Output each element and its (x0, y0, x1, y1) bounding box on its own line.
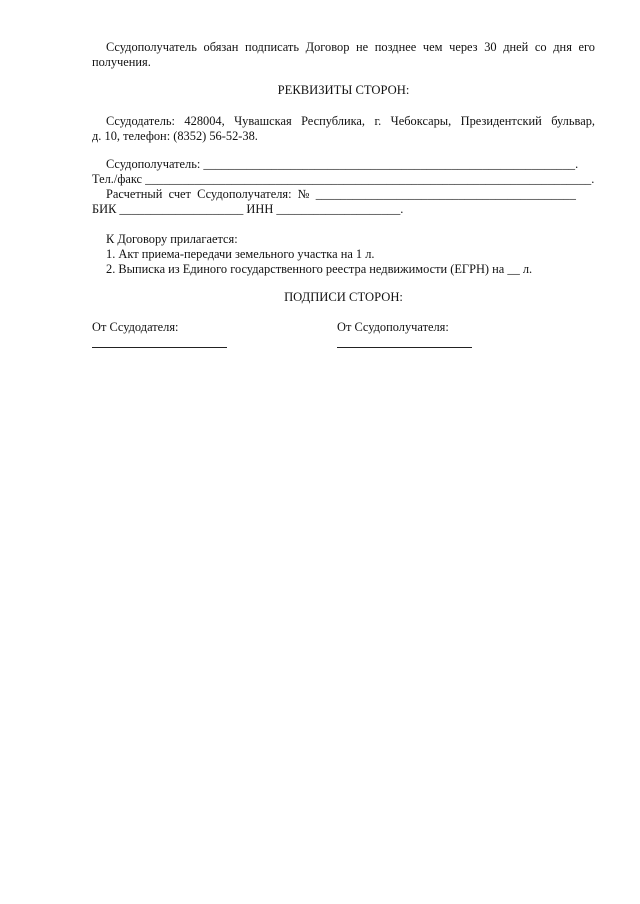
borrower-field: Ссудополучатель: ____________________________________________________________. (106, 157, 579, 171)
lender-signature-label: От Ссудодателя: (92, 320, 179, 334)
attachments-intro: К Договору прилагается: (106, 232, 238, 246)
bank-account-field: Расчетный счет Ссудополучателя: № __________________________________________ (106, 187, 576, 201)
bik-inn-field: БИК ____________________ ИНН ____________________. (92, 202, 404, 216)
phone-fax-field: Тел./факс ________________________________________________________________________. (92, 172, 595, 186)
signatures-heading: ПОДПИСИ СТОРОН: (284, 290, 403, 304)
lender-details-line-2: д. 10, телефон: (8352) 56-52-38. (92, 129, 258, 143)
borrower-signature-line (337, 347, 472, 348)
lender-signature-line (92, 347, 227, 348)
borrower-signature-label: От Ссудополучателя: (337, 320, 449, 334)
obligation-text-line-2: получения. (92, 55, 151, 69)
obligation-text-line-1: Ссудополучатель обязан подписать Договор не позднее чем через 30 дней со дня его (106, 40, 595, 54)
attachment-item-2: 2. Выписка из Единого государственного реестра недвижимости (ЕГРН) на __ л. (106, 262, 533, 276)
lender-details-line-1: Ссудодатель: 428004, Чувашская Республика, г. Чебоксары, Президентский бульвар, (106, 114, 595, 128)
requisites-heading: РЕКВИЗИТЫ СТОРОН: (277, 83, 410, 97)
attachment-item-1: 1. Акт приема-передачи земельного участка на 1 л. (106, 247, 375, 261)
